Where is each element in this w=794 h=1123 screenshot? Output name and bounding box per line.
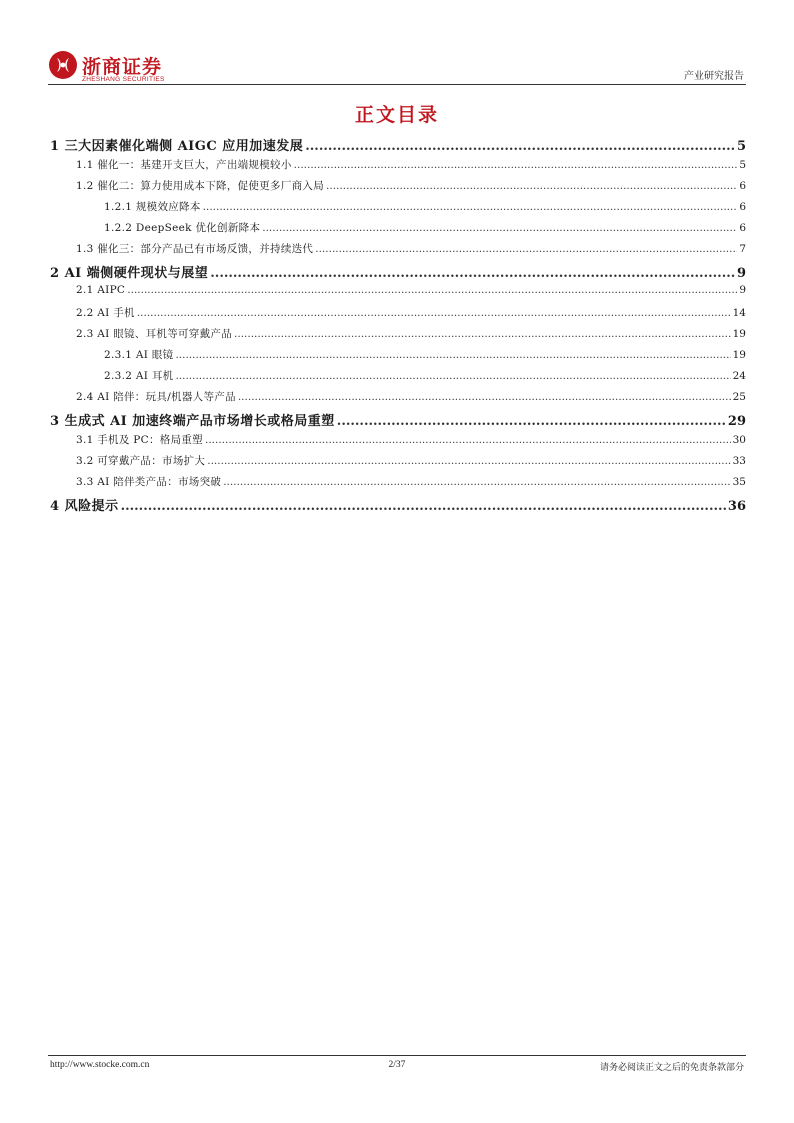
toc-entry-page: 25: [732, 391, 746, 403]
toc-entry-title: 2.3 AI 眼镜、耳机等可穿戴产品: [76, 328, 233, 340]
toc-entry-title: 4 风险提示: [50, 499, 119, 514]
toc-entry[interactable]: [48, 474, 746, 495]
toc-entry-page: 30: [732, 434, 746, 446]
toc-entry-title: 1.2.2 DeepSeek 优化创新降本: [104, 222, 261, 234]
toc-leader-dots: [210, 266, 735, 281]
toc-entry-page: 29: [727, 414, 746, 429]
toc-entry-title: 2.3.1 AI 眼镜: [104, 349, 174, 361]
toc-entry[interactable]: [48, 368, 746, 389]
toc-entry-title: 1 三大因素催化端侧 AIGC 应用加速发展: [50, 139, 304, 154]
toc-entry[interactable]: [48, 241, 746, 262]
toc-leader-dots: [137, 307, 731, 319]
toc-leader-dots: [315, 243, 737, 255]
toc-entry-page: 6: [739, 222, 746, 234]
logo-name: 浙商证券: [82, 56, 163, 78]
toc-leader-dots: [223, 476, 730, 488]
toc-entry-page: 9: [739, 284, 746, 296]
toc-entry[interactable]: [48, 135, 746, 157]
toc-leader-dots: [305, 139, 735, 154]
toc-leader-dots: [121, 499, 726, 514]
toc-entry[interactable]: [48, 389, 746, 410]
toc-entry-title: 1.2 催化二：算力使用成本下降，促使更多厂商入局: [76, 180, 325, 192]
toc-entry-title: 3.2 可穿戴产品：市场扩大: [76, 455, 206, 467]
toc-entry-page: 7: [739, 243, 746, 255]
toc-leader-dots: [205, 434, 731, 446]
toc-entry[interactable]: [48, 432, 746, 453]
header-divider: [48, 84, 746, 85]
toc-entry-page: 24: [732, 370, 746, 382]
footer-url-link[interactable]: http://www.stocke.com.cn: [50, 1060, 150, 1070]
toc-entry-page: 35: [732, 476, 746, 488]
toc-entry-page: 19: [732, 349, 746, 361]
toc-entry[interactable]: [48, 199, 746, 220]
toc-entry-page: 5: [739, 159, 746, 171]
footer-disclaimer-note: 请务必阅读正文之后的免责条款部分: [599, 1063, 744, 1073]
logo-subtitle: ZHESHANG SECURITIES: [82, 76, 165, 83]
toc-entry-page: 5: [736, 139, 746, 154]
toc-entry[interactable]: [48, 262, 746, 284]
toc-entry-title: 1.2.1 规模效应降本: [104, 201, 201, 213]
toc-entry-page: 6: [739, 180, 746, 192]
toc-entry-page: 36: [727, 499, 746, 514]
toc-entry-page: 14: [732, 307, 746, 319]
toc-entry-title: 2.2 AI 手机: [76, 307, 135, 319]
toc-entry-title: 2 AI 端侧硬件现状与展望: [50, 266, 209, 281]
toc-leader-dots: [294, 159, 738, 171]
toc-entry-page: 33: [732, 455, 746, 467]
toc-title: 正文目录: [354, 104, 439, 126]
document-type: 产业研究报告: [684, 71, 744, 82]
toc-leader-dots: [234, 328, 731, 340]
table-of-contents: [48, 135, 746, 517]
toc-leader-dots: [175, 370, 730, 382]
toc-entry-title: 1.3 催化三：部分产品已有市场反馈，并持续迭代: [76, 243, 314, 255]
toc-entry-title: 1.1 催化一：基建开支巨大，产出端规模较小: [76, 159, 292, 171]
toc-entry-page: 9: [736, 266, 746, 281]
toc-entry[interactable]: [48, 410, 746, 432]
toc-leader-dots: [175, 349, 730, 361]
toc-entry[interactable]: [48, 178, 746, 199]
toc-leader-dots: [207, 455, 730, 467]
footer-divider: [48, 1055, 746, 1056]
toc-entry-title: 3 生成式 AI 加速终端产品市场增长或格局重塑: [50, 414, 335, 429]
toc-entry[interactable]: [48, 347, 746, 368]
toc-leader-dots: [262, 222, 737, 234]
toc-leader-dots: [337, 414, 726, 429]
toc-entry-title: 2.4 AI 陪伴：玩具/机器人等产品: [76, 391, 236, 403]
toc-entry[interactable]: [48, 305, 746, 326]
toc-entry-title: 3.3 AI 陪伴类产品：市场突破: [76, 476, 222, 488]
toc-entry-page: 19: [732, 328, 746, 340]
footer-page-number: 2/37: [388, 1060, 406, 1070]
zheshang-logo-icon: [48, 50, 78, 80]
toc-leader-dots: [238, 391, 731, 403]
toc-entry[interactable]: [48, 157, 746, 178]
toc-leader-dots: [127, 284, 737, 296]
toc-entry-title: 2.1 AIPC: [76, 284, 126, 296]
toc-entry[interactable]: [48, 453, 746, 474]
toc-leader-dots: [326, 180, 737, 192]
toc-entry-page: 6: [739, 201, 746, 213]
toc-entry[interactable]: [48, 220, 746, 241]
toc-leader-dots: [203, 201, 738, 213]
toc-entry-title: 3.1 手机及 PC：格局重塑: [76, 434, 203, 446]
toc-entry[interactable]: [48, 326, 746, 347]
toc-entry-title: 2.3.2 AI 耳机: [104, 370, 174, 382]
toc-entry[interactable]: [48, 495, 746, 517]
toc-entry[interactable]: [48, 284, 746, 305]
